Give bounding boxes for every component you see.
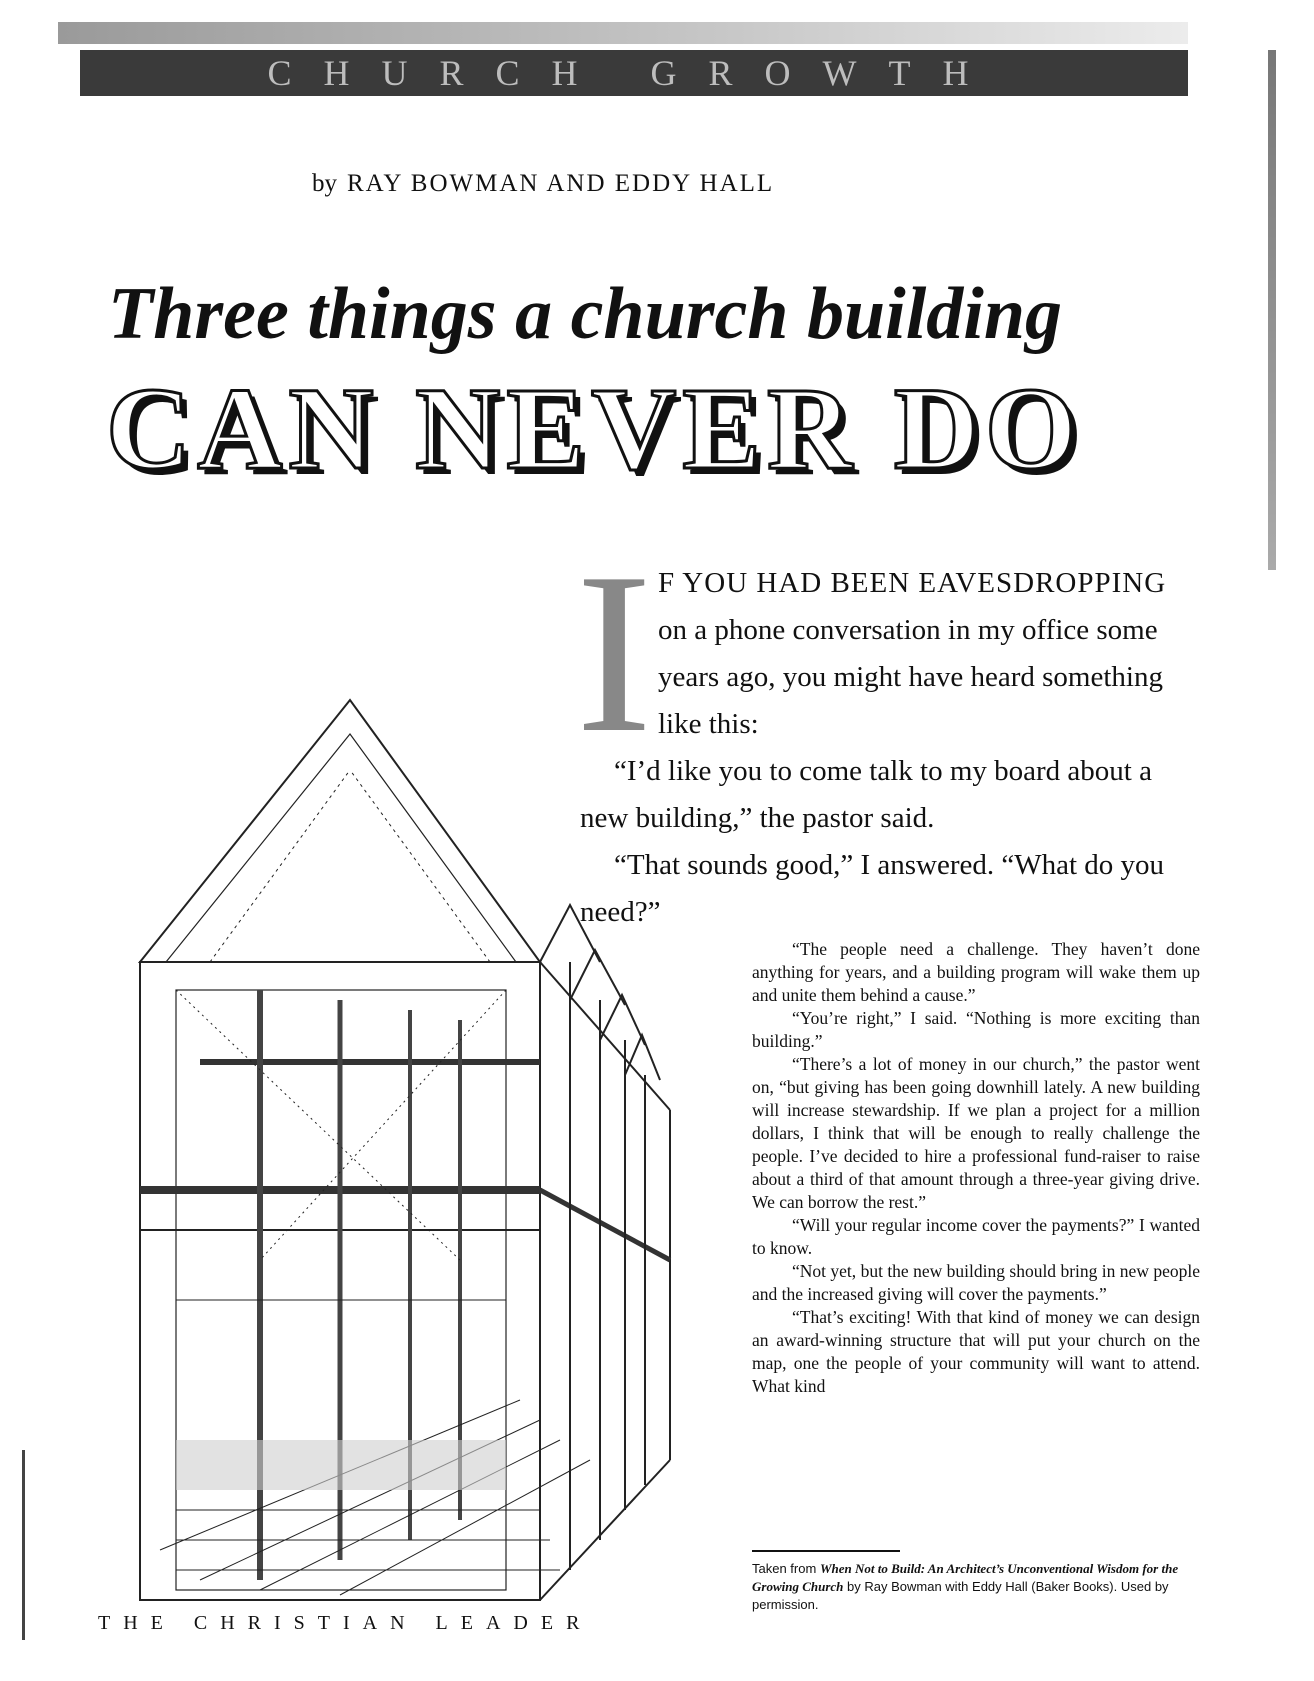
intro-paragraph-1 bbox=[580, 560, 1198, 748]
body-paragraph: “You’re right,” I said. “Nothing is more exciting than building.” bbox=[752, 1008, 1200, 1051]
footnote bbox=[752, 1560, 1204, 1614]
body-paragraph: “That’s exciting! With that kind of money we can design an award-winning structure that will put your church on the map, one the people of your community will want to attend. What kind bbox=[752, 1307, 1200, 1396]
headline-line-1: Three things a church building bbox=[108, 273, 1063, 355]
page-edge-mark bbox=[22, 1450, 25, 1640]
body-paragraph: “The people need a challenge. They haven’t done anything for years, and a building program will wake them up and unite them behind a cause.” bbox=[752, 939, 1200, 1005]
byline-authors: RAY BOWMAN AND EDDY HALL bbox=[347, 170, 775, 197]
body-paragraph: “Not yet, but the new building should bring in new people and the increased giving will cover the payments.” bbox=[752, 1261, 1200, 1304]
body-paragraph: “There’s a lot of money in our church,” the pastor went on, “but giving has been going downhill lately. A new building will increase stewardship. If we plan a project for a million dollars, I think that will be enough to really challenge the people. I’ve decided to hire a professional fund-raiser to raise about a third of that amount through a three-year giving drive. We can borrow the rest.” bbox=[752, 1054, 1200, 1212]
byline bbox=[312, 170, 774, 198]
section-header: CHURCH GROWTH bbox=[80, 50, 1188, 96]
intro-lead: F YOU HAD BEEN EAVESDROPPING bbox=[658, 567, 1167, 599]
headline-line-2: CAN NEVER DO bbox=[106, 363, 1083, 494]
intro-paragraph-2: “I’d like you to come talk to my board about a new building,” the pastor said. bbox=[580, 755, 1152, 834]
dropcap-glyph: I bbox=[575, 525, 653, 780]
intro-p1-rest: on a phone conversation in my office some years ago, you might have heard something like this: bbox=[658, 614, 1163, 740]
footnote-rule bbox=[752, 1550, 900, 1552]
byline-prefix: by bbox=[312, 170, 337, 197]
page-edge-shadow bbox=[1268, 50, 1276, 570]
intro-paragraph-3: “That sounds good,” I answered. “What do you need?” bbox=[580, 849, 1165, 928]
intro-text bbox=[580, 560, 1198, 936]
footnote-prefix: Taken from bbox=[752, 1561, 817, 1576]
publication-footer: THE CHRISTIAN LEADER bbox=[98, 1612, 593, 1634]
header-bar-shadow bbox=[58, 22, 1188, 44]
body-paragraph: “Will your regular income cover the payments?” I wanted to know. bbox=[752, 1215, 1200, 1258]
footnote-book-title: When Not to Build: An Architect’s Unconventional Wisdom for the Growing Church bbox=[752, 1561, 1179, 1594]
footnote-suffix: by Ray Bowman with Eddy Hall (Baker Books). Used by permission. bbox=[752, 1579, 1169, 1612]
body-column bbox=[752, 938, 1200, 1398]
